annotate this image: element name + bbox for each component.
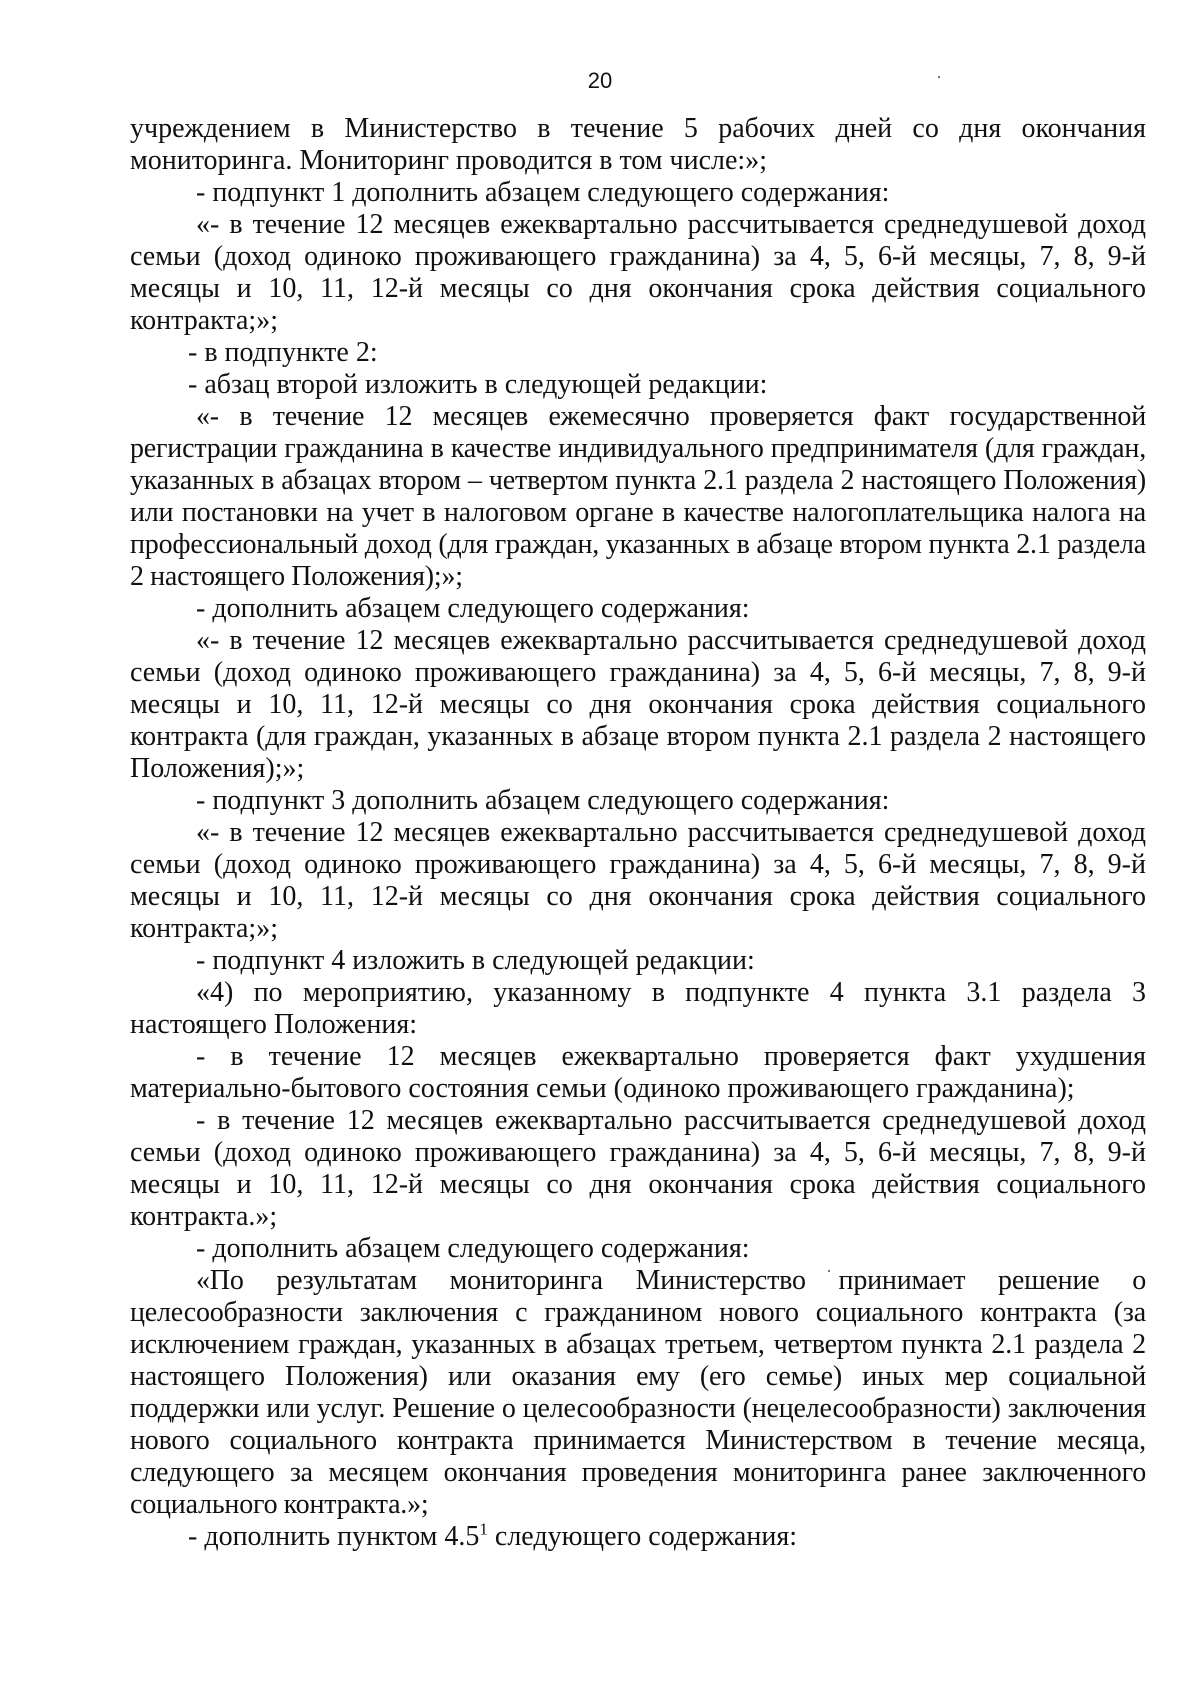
- paragraph: «- в течение 12 месяцев ежемесячно проверяется факт государственной регистрации гражданина в качестве индивидуального предпринимателя (для граждан, указанных в абзацах втором – четвертом пункта 2.1 раздела 2 настоящего Положения) или постановки на учет в налоговом органе в качестве налогоплательщика налога на профессиональный доход (для граждан, указанных в абзаце втором пункта 2.1 раздела 2 настоящего Положения);»;: [130, 401, 1146, 592]
- paragraph: - подпункт 4 изложить в следующей редакции:: [196, 945, 755, 976]
- paragraph: учреждением в Министерство в течение 5 рабочих дней со дня окончания мониторинга. Мониторинг проводится в том числе:»;: [130, 113, 1146, 176]
- last-line-text-end: следующего содержания:: [487, 1521, 797, 1552]
- scan-speck: [938, 76, 940, 78]
- paragraph: - в подпункте 2:: [188, 337, 378, 368]
- last-line-text: - дополнить пунктом 4.5: [188, 1521, 480, 1552]
- paragraph: - дополнить абзацем следующего содержания:: [196, 1233, 750, 1264]
- paragraph: - абзац второй изложить в следующей редакции:: [188, 369, 768, 400]
- document-body: [130, 113, 1146, 1553]
- paragraph: «- в течение 12 месяцев ежеквартально рассчитывается среднедушевой доход семьи (доход одиноко проживающего гражданина) за 4, 5, 6-й месяцы, 7, 8, 9-й месяцы и 10, 11, 12-й месяцы со дня окончания срока действия социального контракта;»;: [130, 817, 1146, 944]
- paragraph-last: [130, 1521, 1146, 1553]
- paragraph: «- в течение 12 месяцев ежеквартально рассчитывается среднедушевой доход семьи (доход одиноко проживающего гражданина) за 4, 5, 6-й месяцы, 7, 8, 9-й месяцы и 10, 11, 12-й месяцы со дня окончания срока действия социального контракта (для граждан, указанных в абзаце втором пункта 2.1 раздела 2 настоящего Положения);»;: [130, 625, 1146, 784]
- paragraph: «По результатам мониторинга Министерство принимает решение о целесообразности заключения с гражданином нового социального контракта (за исключением граждан, указанных в абзацах третьем, четвертом пункта 2.1 раздела 2 настоящего Положения) или оказания ему (его семье) иных мер социальной поддержки или услуг. Решение о целесообразности (нецелесообразности) заключения нового социального контракта принимается Министерством в течение месяца, следующего за месяцем окончания проведения мониторинга ранее заключенного социального контракта.»;: [130, 1265, 1146, 1520]
- paragraph: - дополнить абзацем следующего содержания:: [196, 593, 750, 624]
- paragraph: - подпункт 1 дополнить абзацем следующего содержания:: [196, 177, 890, 208]
- superscript: 1: [479, 1519, 488, 1539]
- paragraph: - подпункт 3 дополнить абзацем следующего содержания:: [196, 785, 890, 816]
- paragraph: «4) по мероприятию, указанному в подпункте 4 пункта 3.1 раздела 3 настоящего Положения:: [130, 977, 1146, 1040]
- paragraph: - в течение 12 месяцев ежеквартально рассчитывается среднедушевой доход семьи (доход одиноко проживающего гражданина) за 4, 5, 6-й месяцы, 7, 8, 9-й месяцы и 10, 11, 12-й месяцы со дня окончания срока действия социального контракта.»;: [130, 1105, 1146, 1232]
- paragraph: «- в течение 12 месяцев ежеквартально рассчитывается среднедушевой доход семьи (доход одиноко проживающего гражданина) за 4, 5, 6-й месяцы, 7, 8, 9-й месяцы и 10, 11, 12-й месяцы со дня окончания срока действия социального контракта;»;: [130, 209, 1146, 336]
- page-number: 20: [587, 68, 613, 93]
- paragraph: - в течение 12 месяцев ежеквартально проверяется факт ухудшения материально-бытового состояния семьи (одиноко проживающего гражданина);: [130, 1041, 1146, 1104]
